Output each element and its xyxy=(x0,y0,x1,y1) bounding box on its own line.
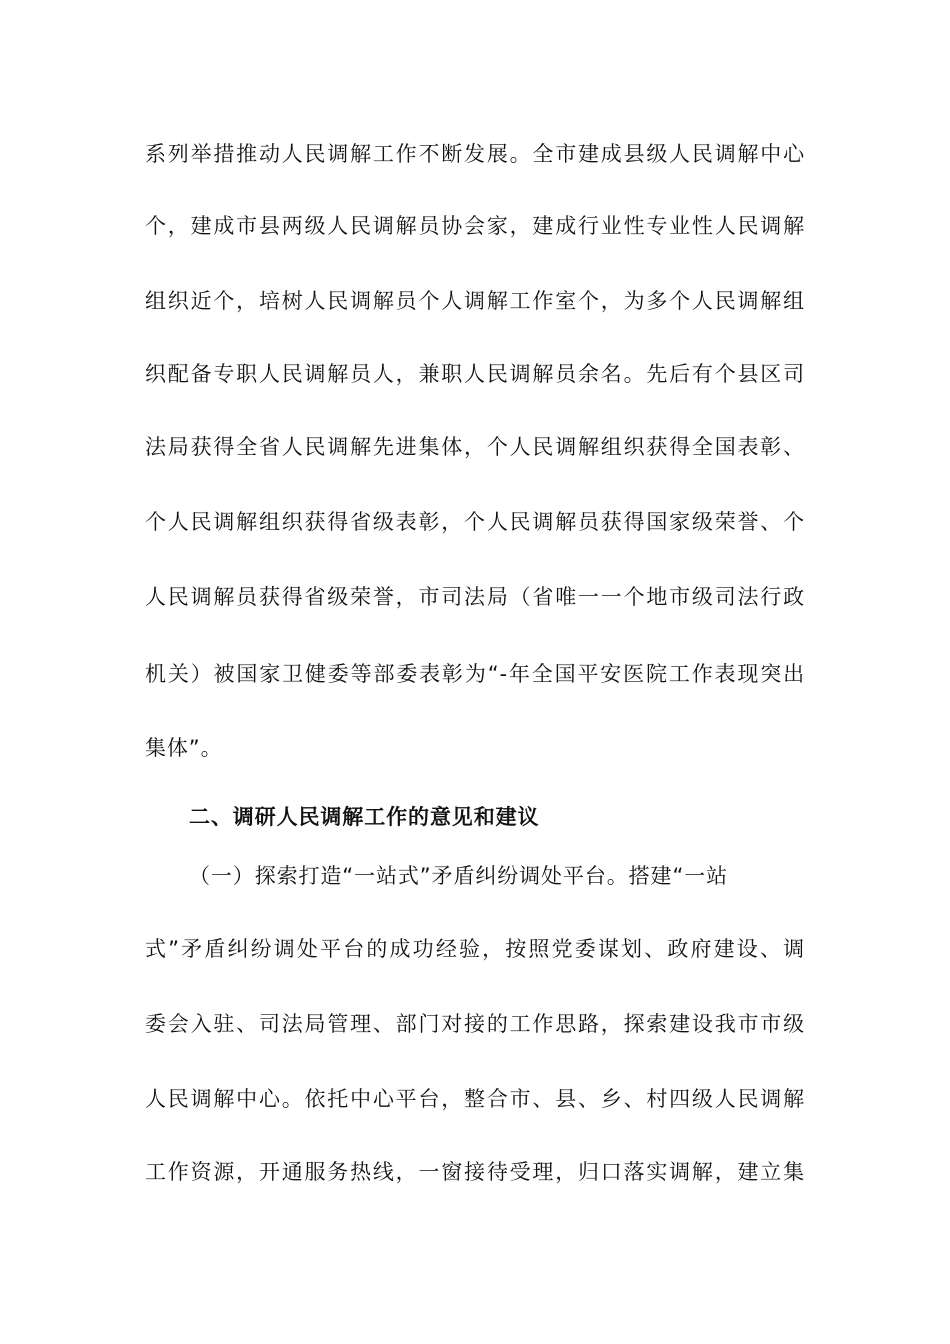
paragraph-line: 集体”。 xyxy=(145,736,223,760)
paragraph-line: 系列举措推动人民调解工作不断发展。全市建成县级人民调解中心 xyxy=(145,142,805,166)
paragraph-line: 组织近个，培树人民调解员个人调解工作室个，为多个人民调解组 xyxy=(145,289,805,313)
section-heading: 二、调研人民调解工作的意见和建议 xyxy=(189,805,540,829)
paragraph-line: 法局获得全省人民调解先进集体，个人民调解组织获得全国表彰、 xyxy=(145,435,805,459)
paragraph-line: 式”矛盾纠纷调处平台的成功经验，按照党委谋划、政府建设、调 xyxy=(145,937,805,961)
paragraph-line: 委会入驻、司法局管理、部门对接的工作思路，探索建设我市市级 xyxy=(145,1012,805,1036)
paragraph-line: 个，建成市县两级人民调解员协会家，建成行业性专业性人民调解 xyxy=(145,214,805,238)
paragraph-line: 织配备专职人民调解员人，兼职人民调解员余名。先后有个县区司 xyxy=(145,362,805,386)
paragraph-line: 人民调解中心。依托中心平台，整合市、县、乡、村四级人民调解 xyxy=(145,1087,805,1111)
paragraph-line: 个人民调解组织获得省级表彰，个人民调解员获得国家级荣誉、个 xyxy=(145,510,805,534)
paragraph-line: 机关）被国家卫健委等部委表彰为“-年全国平安医院工作表现突出 xyxy=(145,662,805,686)
paragraph-line: 工作资源，开通服务热线，一窗接待受理，归口落实调解，建立集 xyxy=(145,1160,805,1184)
paragraph-line: （一）探索打造“一站式”矛盾纠纷调处平台。搭建“一站 xyxy=(189,864,729,888)
paragraph-line: 人民调解员获得省级荣誉，市司法局（省唯一一个地市级司法行政 xyxy=(145,585,805,609)
